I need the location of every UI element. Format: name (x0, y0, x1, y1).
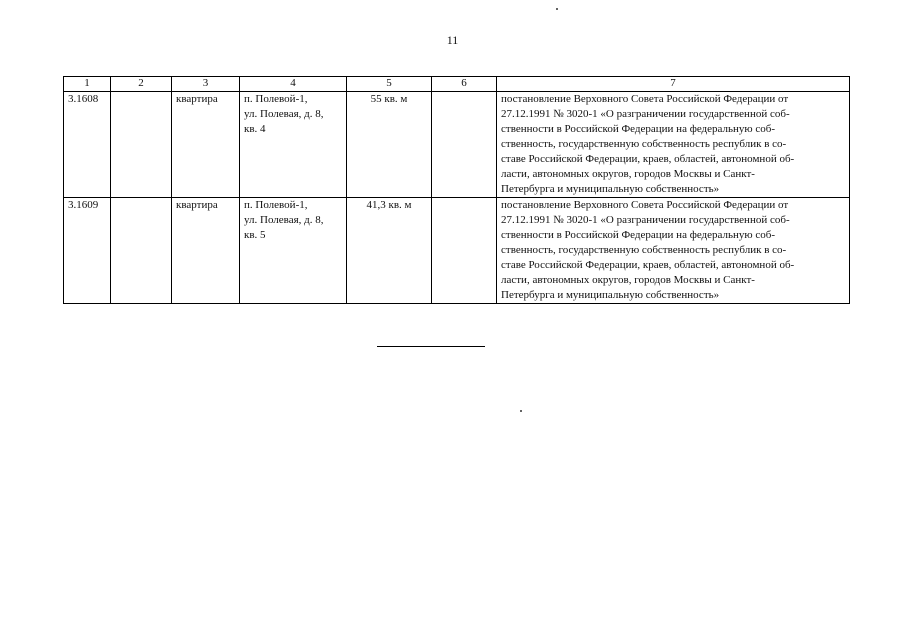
scan-speck (520, 410, 522, 412)
area-cell: 55 кв. м (347, 92, 432, 198)
address-cell: п. Полевой-1, ул. Полевая, д. 8, кв. 5 (240, 198, 347, 304)
column-header-6: 6 (432, 77, 497, 92)
page-number: 11 (446, 33, 459, 47)
legal-basis-cell: постановление Верховного Совета Российской Федерации от 27.12.1991 № 3020-1 «О разграничении государственной соб- ственности в Российской Федерации на федеральную соб- ственность, государственную собственность республик в со- ставе Российской Федерации, краев, областей, автономной об- ласти, автономных округов, городов Москвы и Санкт- Петербурга и муниципальную собственность» (497, 92, 850, 198)
closing-rule-line (377, 346, 485, 347)
table-row (64, 92, 850, 198)
empty-cell (111, 92, 172, 198)
address-cell: п. Полевой-1, ул. Полевая, д. 8, кв. 4 (240, 92, 347, 198)
column-header-4: 4 (240, 77, 347, 92)
column-header-3: 3 (172, 77, 240, 92)
area-cell: 41,3 кв. м (347, 198, 432, 304)
table-header-row (64, 77, 850, 92)
column-header-7: 7 (497, 77, 850, 92)
empty-cell (111, 198, 172, 304)
table-row (64, 198, 850, 304)
object-type-cell: квартира (172, 198, 240, 304)
registry-number-cell: 3.1609 (64, 198, 111, 304)
object-type-cell: квартира (172, 92, 240, 198)
column-header-1: 1 (64, 77, 111, 92)
column-header-2: 2 (111, 77, 172, 92)
registry-number-cell: 3.1608 (64, 92, 111, 198)
empty-cell (432, 198, 497, 304)
property-registry-table (63, 76, 850, 304)
scan-speck (556, 8, 558, 10)
legal-basis-cell: постановление Верховного Совета Российской Федерации от 27.12.1991 № 3020-1 «О разграничении государственной соб- ственности в Российской Федерации на федеральную соб- ственность, государственную собственность республик в со- ставе Российской Федерации, краев, областей, автономной об- ласти, автономных округов, городов Москвы и Санкт- Петербурга и муниципальную собственность» (497, 198, 850, 304)
empty-cell (432, 92, 497, 198)
column-header-5: 5 (347, 77, 432, 92)
